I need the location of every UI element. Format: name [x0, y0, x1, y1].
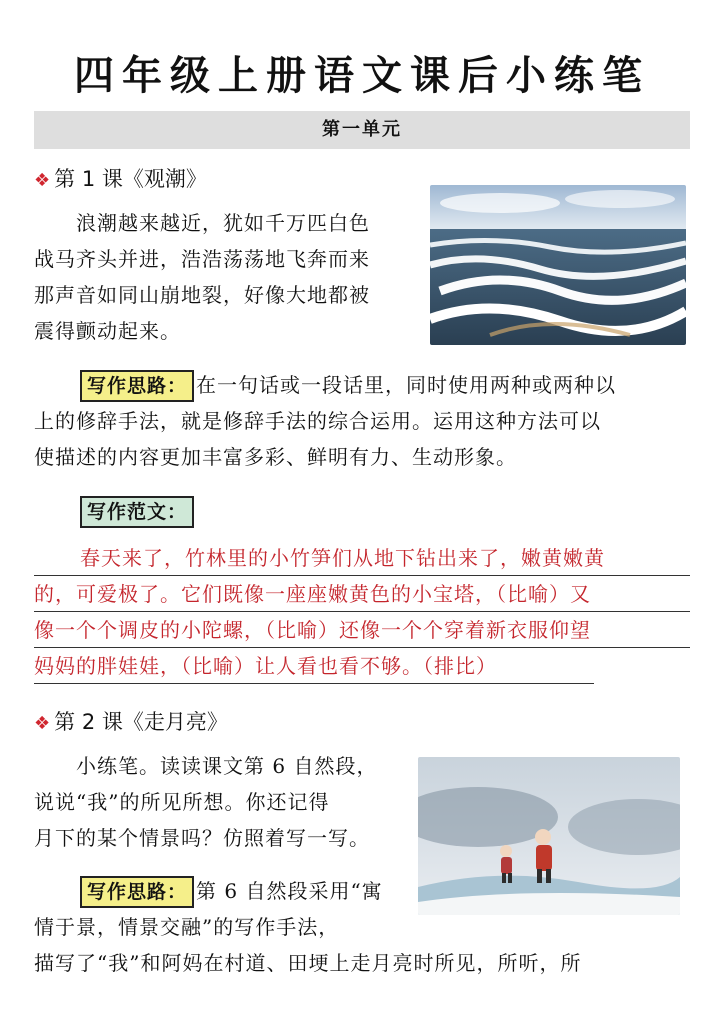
lesson-1-writing-idea	[34, 367, 694, 475]
lesson-2-passage	[34, 748, 409, 856]
diamond-bullet-icon: ❖	[34, 170, 51, 191]
idea-line: 写作思路： 第 6 自然段采用“寓	[34, 873, 414, 909]
lesson-1-passage	[34, 205, 419, 349]
lesson-1-heading	[34, 163, 207, 193]
moonlit-walk-illustration	[418, 757, 680, 915]
passage-line: 震得颤动起来。	[34, 319, 181, 343]
example-line: 的，可爱极了。它们既像一座座嫩黄色的小宝塔，（比喻）又	[34, 576, 690, 612]
lesson-2-heading	[34, 706, 228, 736]
passage-line: 那声音如同山崩地裂，好像大地都被	[34, 283, 370, 307]
idea-line: 描写了“我”和阿妈在村道、田埂上走月亮时所见，所听，所	[34, 951, 582, 975]
idea-line: 使描述的内容更加丰富多彩、鲜明有力、生动形象。	[34, 445, 517, 469]
passage-line: 说说“我”的所见所想。你还记得	[34, 790, 330, 814]
diamond-bullet-icon: ❖	[34, 713, 51, 734]
page-title: 四年级上册语文课后小练笔	[74, 53, 650, 99]
writing-idea-label: 写作思路：	[80, 876, 194, 908]
example-line: 春天来了，竹林里的小竹笋们从地下钻出来了，嫩黄嫩黄	[34, 540, 690, 576]
idea-line: 情于景，情景交融”的写作手法，	[34, 915, 340, 939]
example-line: 妈妈的胖娃娃，（比喻）让人看也看不够。（排比）	[34, 648, 594, 684]
writing-example-label: 写作范文：	[80, 496, 194, 528]
passage-line: 战马齐头并进，浩浩荡荡地飞奔而来	[34, 247, 370, 271]
passage-line: 月下的某个情景吗？仿照着写一写。	[34, 826, 370, 850]
lesson-2-writing-idea-cont	[34, 945, 694, 981]
idea-line: 写作思路： 在一句话或一段话里，同时使用两种或两种以	[34, 367, 694, 403]
ocean-waves-illustration	[430, 185, 686, 345]
unit-header: 第一单元	[34, 111, 690, 149]
idea-line: 上的修辞手法，就是修辞手法的综合运用。运用这种方法可以	[34, 409, 601, 433]
passage-line: 小练笔。读读课文第 6 自然段，	[76, 754, 378, 778]
lesson-2-writing-idea	[34, 873, 414, 945]
example-line: 像一个个调皮的小陀螺，（比喻）还像一个个穿着新衣服仰望	[34, 612, 690, 648]
lesson-1-example-label-row	[34, 493, 334, 529]
lesson-1-title: 第 1 课《观潮》	[54, 167, 207, 191]
writing-idea-label: 写作思路：	[80, 370, 194, 402]
lesson-1-example-text	[34, 540, 690, 684]
lesson-2-title: 第 2 课《走月亮》	[54, 710, 228, 734]
passage-line: 浪潮越来越近，犹如千万匹白色	[76, 211, 370, 235]
